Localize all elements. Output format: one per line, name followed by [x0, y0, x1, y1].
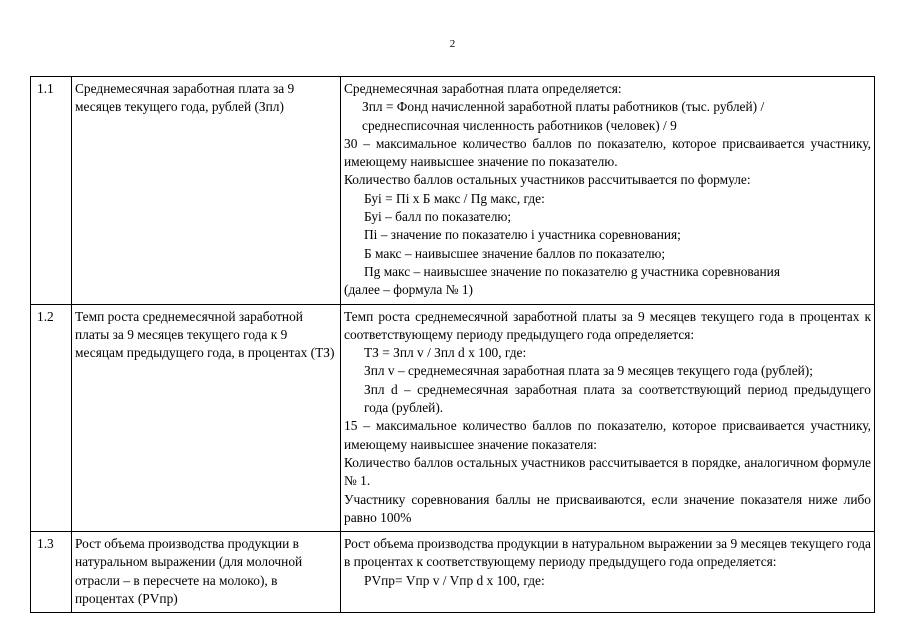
- description-line: Количество баллов остальных участников рассчитывается в порядке, аналогичном формуле № 1.: [344, 454, 871, 489]
- page-number: 2: [449, 38, 456, 50]
- formula-line: Пі – значение по показателю і участника соревнования;: [364, 227, 681, 243]
- row-number: 1.3: [31, 532, 72, 613]
- table-row: [31, 77, 875, 305]
- description-line: Рост объема производства продукции в натуральном выражении за 9 месяцев текущего года в процентах к соответствующему периоду предыдущего года определяется:: [344, 536, 871, 570]
- description-line: (далее – формула № 1): [344, 282, 473, 298]
- description-line: 30 – максимальное количество баллов по показателю, которое присваивается участнику, имеющему наивысшее значение по показателю.: [344, 135, 871, 170]
- table-row: [31, 304, 875, 532]
- description-line: Участнику соревнования баллы не присваиваются, если значение показателя ниже либо равно 100%: [344, 491, 871, 525]
- formula-line: Б макс – наивысшее значение баллов по показателю;: [364, 245, 666, 261]
- formula-line: Пg макс – наивысшее значение по показателю g участника соревнования: [364, 263, 781, 279]
- formula-line: Буі = Пі х Б макс / Пg макс, где:: [364, 190, 545, 206]
- indicator-name: Темп роста среднемесячной заработной платы за 9 месяцев текущего года к 9 месяцам предыдущего года, в процентах (ТЗ): [72, 304, 341, 532]
- formula-line: ТЗ = Зпл v / Зпл d х 100, где:: [364, 345, 527, 361]
- description-line: Количество баллов остальных участников рассчитывается по формуле:: [344, 172, 751, 188]
- indicator-name: Среднемесячная заработная плата за 9 месяцев текущего года, рублей (Зпл): [72, 77, 341, 305]
- formula-line: среднесписочная численность работников (человек) / 9: [362, 117, 677, 133]
- formula-line: Буі – балл по показателю;: [364, 209, 512, 225]
- table-row: [31, 532, 875, 613]
- criteria-table: [30, 76, 875, 613]
- formula-line: Зпл d – среднемесячная заработная плата за соответствующий период предыдущего года (рублей).: [364, 381, 871, 416]
- indicator-name: Рост объема производства продукции в натуральном выражении (для молочной отрасли – в пересчете на молоко), в процентах (РVпр): [72, 532, 341, 613]
- row-number: 1.2: [31, 304, 72, 532]
- indicator-description: [341, 532, 875, 613]
- formula-line: РVпр= Vпр v / Vпр d х 100, где:: [364, 572, 545, 588]
- description-line: Среднемесячная заработная плата определяется:: [344, 81, 622, 96]
- formula-line: Зпл = Фонд начисленной заработной платы работников (тыс. рублей) /: [362, 99, 765, 115]
- description-line: 15 – максимальное количество баллов по показателю, которое присваивается участнику, имеющему наивысшее значение показателя:: [344, 418, 871, 452]
- row-number: 1.1: [31, 77, 72, 305]
- description-line: Темп роста среднемесячной заработной платы за 9 месяцев текущего года в процентах к соответствующему периоду предыдущего года определяется:: [344, 308, 871, 342]
- indicator-description: [341, 304, 875, 532]
- formula-line: Зпл v – среднемесячная заработная плата за 9 месяцев текущего года (рублей);: [364, 363, 813, 379]
- indicator-description: [341, 77, 875, 305]
